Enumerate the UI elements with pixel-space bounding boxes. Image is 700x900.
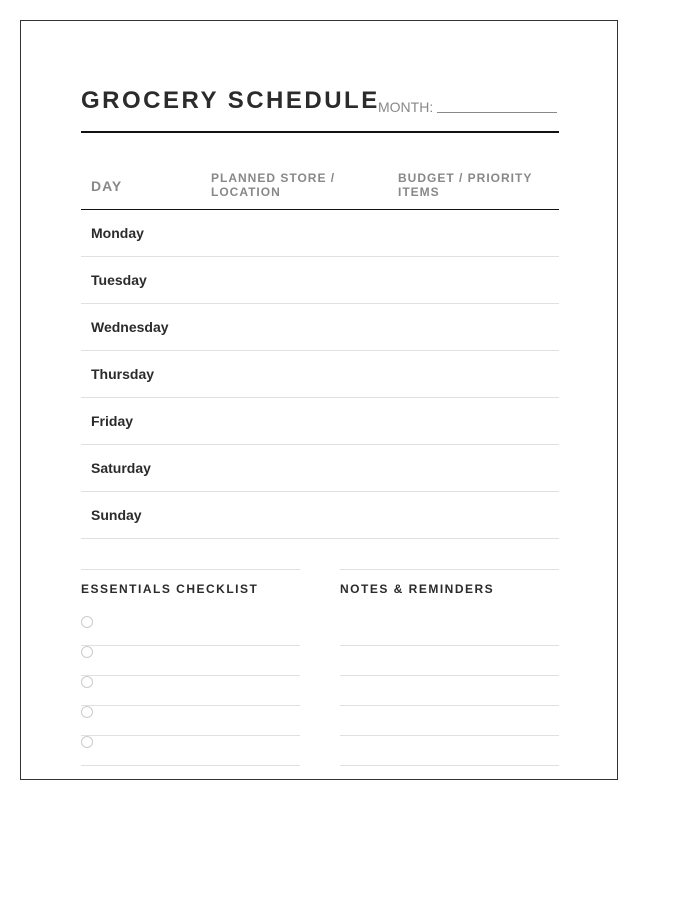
- month-label: MONTH:: [378, 99, 434, 115]
- divider: [340, 569, 559, 570]
- essentials-checklist: [81, 569, 300, 766]
- day-label: Tuesday: [91, 272, 147, 288]
- schedule-page: [20, 20, 618, 780]
- month-input-line[interactable]: [437, 112, 557, 113]
- month-field: [378, 99, 557, 115]
- day-label: Monday: [91, 225, 144, 241]
- day-label: Sunday: [91, 507, 142, 523]
- notes-reminders: [340, 569, 559, 766]
- day-label: Thursday: [91, 366, 155, 382]
- essentials-title: ESSENTIALS CHECKLIST: [81, 582, 259, 596]
- table-row[interactable]: [81, 304, 559, 351]
- checklist-item[interactable]: [81, 600, 300, 646]
- checkbox-circle-icon[interactable]: [81, 676, 93, 688]
- checkbox-circle-icon[interactable]: [81, 646, 93, 658]
- note-line[interactable]: [340, 736, 559, 766]
- checkbox-circle-icon[interactable]: [81, 616, 93, 628]
- schedule-table: [81, 171, 559, 539]
- column-header-day: DAY: [91, 178, 123, 194]
- day-label: Friday: [91, 413, 134, 429]
- table-row[interactable]: [81, 257, 559, 304]
- column-header-store: PLANNED STORE / LOCATION: [211, 171, 336, 199]
- table-row[interactable]: [81, 445, 559, 492]
- notes-title: NOTES & REMINDERS: [340, 582, 495, 596]
- table-row[interactable]: [81, 351, 559, 398]
- column-header-budget: BUDGET / PRIORITY ITEMS: [398, 171, 533, 199]
- page-title: GROCERY SCHEDULE: [81, 87, 380, 114]
- divider: [81, 569, 300, 570]
- note-line[interactable]: [340, 676, 559, 706]
- checklist-item[interactable]: [81, 706, 300, 736]
- page-header: [81, 87, 559, 133]
- checklist-item[interactable]: [81, 736, 300, 766]
- day-label: Saturday: [91, 460, 151, 476]
- checkbox-circle-icon[interactable]: [81, 736, 93, 748]
- note-line[interactable]: [340, 600, 559, 646]
- note-line[interactable]: [340, 706, 559, 736]
- note-line[interactable]: [340, 646, 559, 676]
- table-row[interactable]: [81, 210, 559, 257]
- checklist-item[interactable]: [81, 676, 300, 706]
- day-label: Wednesday: [91, 319, 169, 335]
- table-row[interactable]: [81, 398, 559, 445]
- table-header: [81, 171, 559, 210]
- checkbox-circle-icon[interactable]: [81, 706, 93, 718]
- checklist-item[interactable]: [81, 646, 300, 676]
- table-row[interactable]: [81, 492, 559, 539]
